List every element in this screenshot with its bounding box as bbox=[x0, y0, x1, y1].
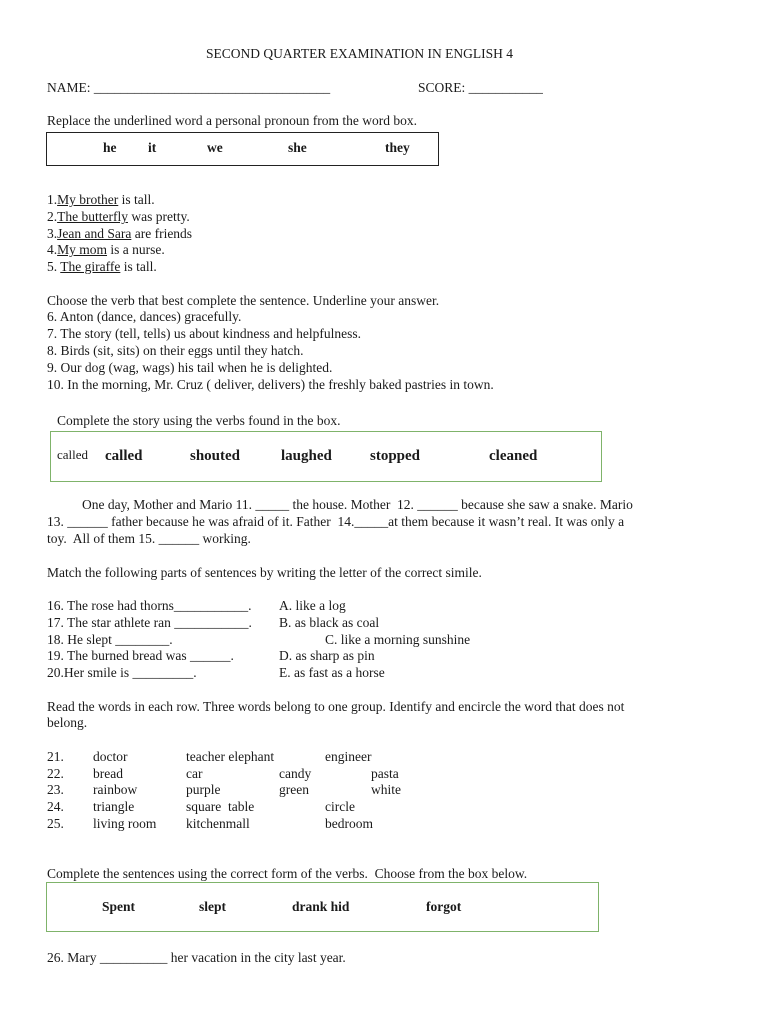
row-word[interactable]: engineer bbox=[325, 749, 372, 764]
name-blank: ___________________________________ bbox=[93, 80, 331, 95]
row-word[interactable]: triangle bbox=[93, 799, 135, 814]
row-word[interactable]: white bbox=[371, 782, 401, 797]
row-word[interactable]: living room bbox=[93, 816, 157, 831]
underlined-word: Jean and Sara bbox=[57, 226, 132, 241]
part5-instruction: Read the words in each row. Three words belong to one group. Identify and encircle the word that does not bbox=[47, 699, 625, 714]
verb-word: stopped bbox=[370, 448, 421, 464]
verb-word: Spent bbox=[102, 899, 136, 914]
item-1: 1.My brother is tall. bbox=[47, 192, 155, 207]
row-word[interactable]: car bbox=[186, 766, 203, 781]
verb-word: called bbox=[105, 448, 143, 464]
story-line: 13. ______ father because he was afraid of it. Father 14._____at them because it wasn’t real. It was only a bbox=[47, 514, 625, 529]
verb-word: laughed bbox=[281, 448, 332, 464]
row-word[interactable]: rainbow bbox=[93, 782, 138, 797]
row-word[interactable]: square table bbox=[186, 799, 255, 814]
score-field[interactable] bbox=[418, 79, 543, 96]
simile-option: D. as sharp as pin bbox=[279, 648, 375, 663]
verb-word: cleaned bbox=[489, 448, 538, 464]
verb-word-box bbox=[50, 431, 602, 482]
score-blank: ___________ bbox=[468, 80, 543, 95]
row-word[interactable]: teacher elephant bbox=[186, 749, 275, 764]
part4-instruction: Match the following parts of sentences by writing the letter of the correct simile. bbox=[47, 565, 482, 580]
row-word[interactable]: bedroom bbox=[325, 816, 373, 831]
simile-option: B. as black as coal bbox=[279, 615, 380, 630]
item-3: 3.Jean and Sara are friends bbox=[47, 226, 193, 241]
item-5: 5. The giraffe is tall. bbox=[47, 259, 157, 274]
simile-option: A. like a log bbox=[279, 598, 346, 613]
verb-word: drank hid bbox=[292, 899, 350, 914]
pronoun-word: he bbox=[103, 140, 117, 155]
match-left-item: 17. The star athlete ran ___________. bbox=[47, 615, 252, 630]
pronoun-word: we bbox=[207, 140, 223, 155]
row-word[interactable]: bread bbox=[93, 766, 123, 781]
pronoun-word: they bbox=[385, 140, 410, 155]
simile-option: C. like a morning sunshine bbox=[325, 632, 471, 647]
part3-instruction: Complete the story using the verbs found in the box. bbox=[57, 413, 341, 428]
part2-instruction: Choose the verb that best complete the sentence. Underline your answer. bbox=[47, 293, 440, 308]
match-left-item: 18. He slept ________. bbox=[47, 632, 173, 647]
simile-option: E. as fast as a horse bbox=[279, 665, 385, 680]
item-9: 9. Our dog (wag, wags) his tail when he is delighted. bbox=[47, 360, 333, 375]
item-26: 26. Mary __________ her vacation in the city last year. bbox=[47, 950, 346, 965]
row-word[interactable]: purple bbox=[186, 782, 221, 797]
match-left-item: 19. The burned bread was ______. bbox=[47, 648, 234, 663]
item-7: 7. The story (tell, tells) us about kindness and helpfulness. bbox=[47, 326, 361, 341]
name-field[interactable] bbox=[47, 79, 330, 96]
row-word[interactable]: pasta bbox=[371, 766, 399, 781]
verb-word: forgot bbox=[426, 899, 462, 914]
verb-form-box bbox=[46, 882, 599, 932]
verb-word: slept bbox=[199, 899, 226, 914]
part1-instruction: Replace the underlined word a personal pronoun from the word box. bbox=[47, 113, 418, 128]
story-line: One day, Mother and Mario 11. _____ the house. Mother 12. ______ because she saw a snake. Mario bbox=[82, 497, 633, 512]
story-line: toy. All of them 15. ______ working. bbox=[47, 531, 251, 546]
underlined-word: The butterfly bbox=[57, 209, 128, 224]
row-word[interactable]: green bbox=[279, 782, 309, 797]
item-8: 8. Birds (sit, sits) on their eggs until they hatch. bbox=[47, 343, 304, 358]
box-small-word: called bbox=[57, 447, 89, 462]
underlined-word: My mom bbox=[57, 242, 108, 257]
part6-instruction: Complete the sentences using the correct form of the verbs. Choose from the box below. bbox=[47, 866, 528, 881]
match-left-item: 16. The rose had thorns___________. bbox=[47, 598, 252, 613]
row-word[interactable]: kitchenmall bbox=[186, 816, 250, 831]
pronoun-word-box bbox=[46, 132, 439, 166]
match-left-item: 20.Her smile is _________. bbox=[47, 665, 197, 680]
row-word[interactable]: circle bbox=[325, 799, 355, 814]
row-word[interactable]: candy bbox=[279, 766, 312, 781]
pronoun-word: she bbox=[288, 140, 307, 155]
item-6: 6. Anton (dance, dances) gracefully. bbox=[47, 309, 242, 324]
item-2: 2.The butterfly was pretty. bbox=[47, 209, 190, 224]
underlined-word: My brother bbox=[57, 192, 119, 207]
part5-instruction-cont: belong. bbox=[47, 715, 88, 730]
item-4: 4.My mom is a nurse. bbox=[47, 242, 165, 257]
underlined-word: The giraffe bbox=[60, 259, 121, 274]
score-label: SCORE: bbox=[418, 80, 469, 95]
pronoun-word: it bbox=[148, 140, 157, 155]
exam-title: SECOND QUARTER EXAMINATION IN ENGLISH 4 bbox=[206, 46, 514, 61]
item-10: 10. In the morning, Mr. Cruz ( deliver, delivers) the freshly baked pastries in town. bbox=[47, 377, 494, 392]
row-word[interactable]: doctor bbox=[93, 749, 128, 764]
name-label: NAME: bbox=[47, 80, 94, 95]
verb-word: shouted bbox=[190, 448, 241, 464]
